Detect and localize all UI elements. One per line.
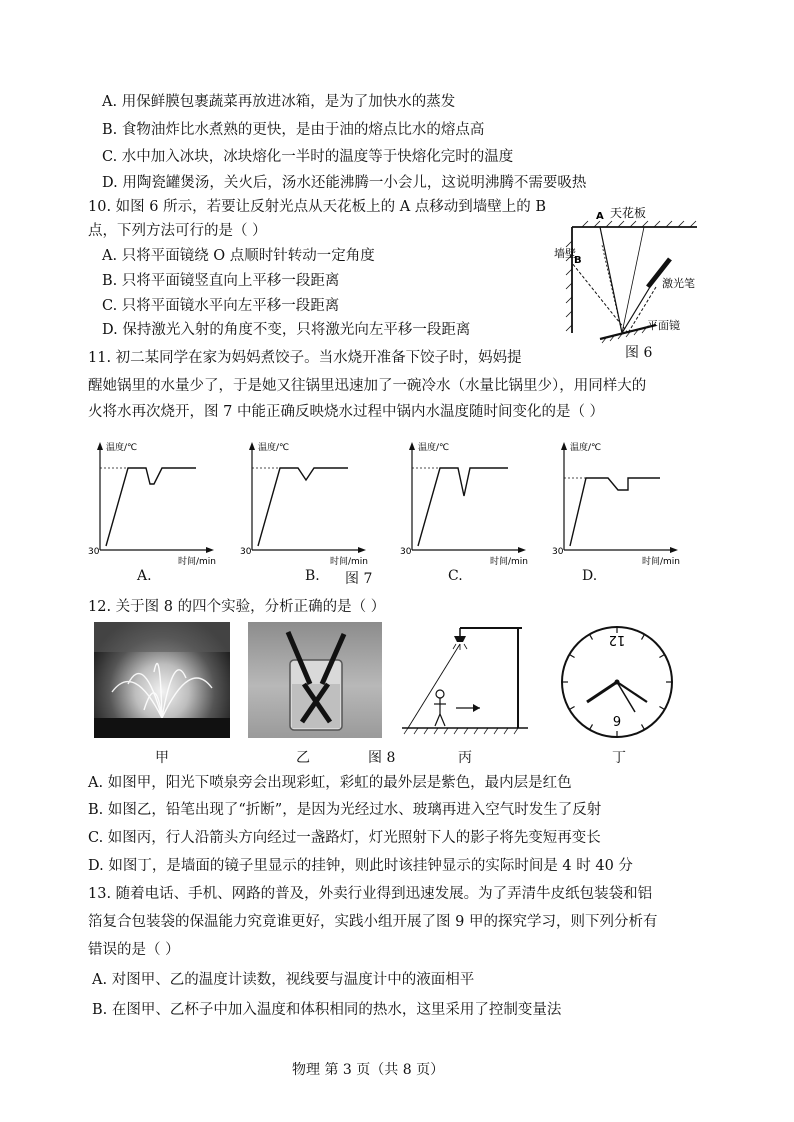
- chart-c-label: C.: [448, 568, 463, 584]
- fig6-point-a: A: [596, 211, 604, 222]
- chart-b-label: B.: [305, 568, 320, 584]
- x-axis-label: 时间/min: [642, 557, 681, 567]
- figure-8-caption: 图 8: [368, 750, 396, 766]
- page-footer: 物理 第 3 页（共 8 页）: [292, 1062, 445, 1078]
- x-axis-arrow: [206, 547, 214, 553]
- q13-stem-line2: 箔复合包装袋的保温能力究竟谁更好，实践小组开展了图 9 甲的探究学习，则下列分析有: [88, 914, 658, 930]
- chart-a-label: A.: [137, 568, 152, 584]
- q12-stem: 12. 关于图 8 的四个实验，分析正确的是（ ）: [88, 599, 386, 615]
- y-axis-label: 温度/℃: [258, 443, 290, 453]
- temperature-chart-a: [88, 440, 218, 568]
- q9-option-b: B. 食物油炸比水煮熟的更快，是由于油的熔点比水的熔点高: [102, 122, 485, 138]
- y-origin-label: 30: [240, 547, 252, 557]
- temperature-curve: [106, 468, 196, 546]
- q12-option-b: B. 如图乙，铅笔出现了“折断”，是因为光经过水、玻璃再进入空气时发生了反射: [88, 802, 602, 818]
- panel-jia-label: 甲: [155, 750, 169, 766]
- y-origin-label: 30: [88, 547, 100, 557]
- q10-option-b: B. 只将平面镜竖直向上平移一段距离: [102, 273, 340, 289]
- q13-stem-line3: 错误的是（ ）: [88, 942, 180, 958]
- clock-tick: [590, 724, 593, 728]
- clock-tick: [570, 655, 574, 658]
- q10-option-c: C. 只将平面镜水平向左平移一段距离: [102, 298, 340, 314]
- clock-tick: [590, 635, 593, 639]
- q12-option-d: D. 如图丁，是墙面的镜子里显示的挂钟，则此时该挂钟显示的实际时间是 4 时 40 分: [88, 858, 633, 874]
- q10-stem-line1: 10. 如图 6 所示，若要让反射光点从天花板上的 A 点移动到墙壁上的 B: [88, 199, 547, 215]
- fig6-mirror-label: 平面镜: [647, 319, 680, 332]
- fig6-point-b: B: [574, 255, 582, 266]
- temperature-chart-b: [240, 440, 370, 568]
- y-axis-arrow: [97, 442, 103, 450]
- q10-option-d: D. 保持激光入射的角度不变，只将激光向左平移一段距离: [102, 322, 471, 338]
- x-axis-arrow: [518, 547, 526, 553]
- q13-option-b: B. 在图甲、乙杯子中加入温度和体积相同的热水，这里采用了控制变量法: [92, 1002, 562, 1018]
- figure-7-caption: 图 7: [345, 571, 373, 587]
- clock-tick: [570, 707, 574, 710]
- y-axis-arrow: [409, 442, 415, 450]
- clock-tick: [642, 724, 645, 728]
- x-axis-label: 时间/min: [178, 557, 217, 567]
- y-origin-label: 30: [552, 547, 564, 557]
- y-axis-label: 温度/℃: [106, 443, 138, 453]
- panel-ding-mirror-clock: [557, 622, 677, 742]
- clock-twelve-mirrored: 12: [608, 632, 626, 647]
- q13-stem-line1: 13. 随着电话、手机、网路的普及，外卖行业得到迅速发展。为了弄清牛皮纸包装袋和铝: [88, 886, 653, 902]
- fig6-wall-label: 墙壁: [554, 247, 576, 260]
- clock-tick: [659, 707, 663, 710]
- x-axis-arrow: [358, 547, 366, 553]
- y-axis-label: 温度/℃: [418, 443, 450, 453]
- y-axis-arrow: [249, 442, 255, 450]
- y-axis-arrow: [561, 442, 567, 450]
- temperature-curve: [418, 468, 508, 546]
- fig6-laser-label: 激光笔: [662, 277, 695, 290]
- temperature-curve: [258, 468, 348, 546]
- q13-option-a: A. 对图甲、乙的温度计读数，视线要与温度计中的液面相平: [92, 972, 475, 988]
- clock-tick: [642, 635, 645, 639]
- temperature-curve: [570, 478, 660, 546]
- q9-option-a: A. 用保鲜膜包裹蔬菜再放进冰箱，是为了加快水的蒸发: [102, 94, 456, 110]
- q11-stem-line3: 火将水再次烧开，图 7 中能正确反映烧水过程中锅内水温度随时间变化的是（ ）: [88, 404, 605, 420]
- x-axis-label: 时间/min: [330, 557, 369, 567]
- q10-stem-line2: 点，下列方法可行的是（ ）: [88, 223, 267, 239]
- clock-six-mirrored: 6: [612, 712, 622, 727]
- q10-option-a: A. 只将平面镜绕 O 点顺时针转动一定角度: [102, 248, 375, 264]
- x-axis-arrow: [670, 547, 678, 553]
- figure-6-caption: 图 6: [625, 345, 653, 361]
- fountain-spray-drawing: [94, 622, 230, 738]
- panel-bing-label: 丙: [458, 750, 472, 766]
- q12-option-a: A. 如图甲，阳光下喷泉旁会出现彩虹，彩虹的最外层是紫色，最内层是红色: [88, 775, 572, 791]
- q12-option-c: C. 如图丙，行人沿箭头方向经过一盏路灯，灯光照射下人的影子将先变短再变长: [88, 830, 601, 846]
- chart-d-label: D.: [582, 568, 598, 584]
- clock-tick: [659, 655, 663, 658]
- temperature-chart-d: [552, 440, 682, 568]
- panel-yi-pencil-photo: [248, 622, 382, 738]
- y-origin-label: 30: [400, 547, 412, 557]
- q11-stem-line1: 11. 初二某同学在家为妈妈煮饺子。当水烧开准备下饺子时，妈妈提: [88, 350, 522, 366]
- q9-option-d: D. 用陶瓷罐煲汤，关火后，汤水还能沸腾一小会儿，这说明沸腾不需要吸热: [102, 175, 587, 191]
- fig6-ceiling-label: 天花板: [610, 206, 647, 220]
- panel-jia-fountain-photo: [94, 622, 230, 738]
- x-axis-label: 时间/min: [490, 557, 529, 567]
- q11-stem-line2: 醒她锅里的水量少了，于是她又往锅里迅速加了一碗冷水（水量比锅里少），用同样大的: [88, 378, 647, 394]
- figure-6-diagram: [552, 205, 702, 365]
- pencil-glass-drawing: [248, 622, 382, 738]
- q9-option-c: C. 水中加入冰块，冰块熔化一半时的温度等于快熔化完时的温度: [102, 149, 514, 165]
- panel-bing-streetlamp-diagram: [400, 622, 530, 740]
- y-axis-label: 温度/℃: [570, 443, 602, 453]
- panel-yi-label: 乙: [296, 750, 310, 766]
- temperature-chart-c: [400, 440, 530, 568]
- panel-ding-label: 丁: [612, 750, 626, 766]
